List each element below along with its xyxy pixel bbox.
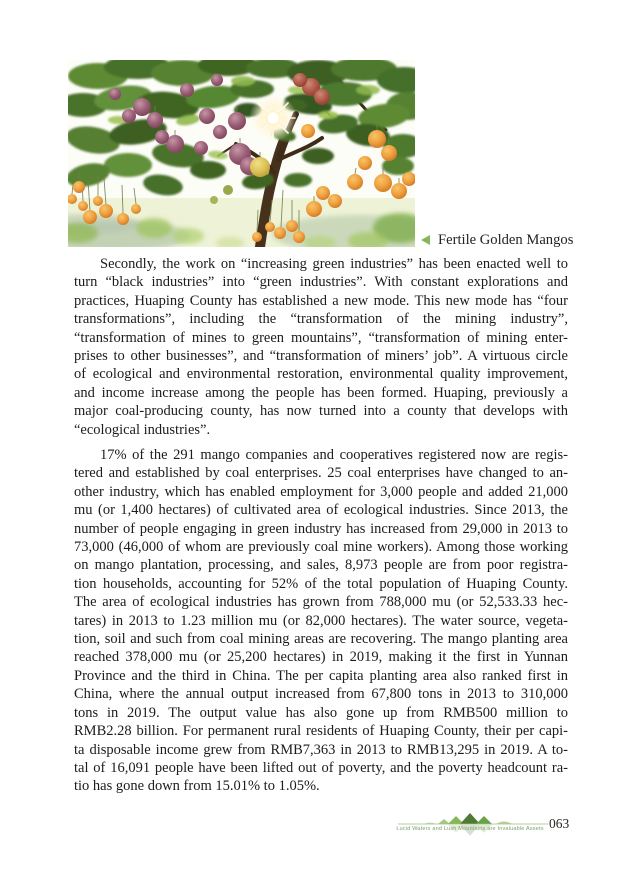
text-line: prises to other businesses”, and “transformation of miners’ job”. A virtuous circle [74, 348, 568, 365]
text-line: tion, soil and such from coal mining areas are recovering. The mango planting area [74, 631, 568, 648]
text-line: ta disposable income grew from RMB7,363 in 2013 to RMB13,295 in 2019. A to- [74, 741, 568, 758]
mango-tree-illustration [68, 60, 415, 247]
text-line: reached 378,000 mu (or 25,200 hectares) in 2019, making it the first in Yunnan [74, 649, 568, 666]
text-line: and income increase among the people has been formed. Huaping, previously a [74, 384, 568, 401]
text-line: tion households, accounting for 52% of the total population of Huaping County. [74, 575, 568, 592]
text-line: turn “black industries” into “green industries”. With constant explorations and [74, 274, 568, 291]
text-line: “ecological industries”. [74, 421, 211, 438]
paragraph-statistics [74, 446, 568, 796]
caption-left-triangle-icon [421, 235, 430, 245]
text-line: China, where the annual output increased from 67,800 tons in 2013 to 310,000 [74, 686, 568, 703]
text-line: tares) in 2013 to 1.23 million mu (or 82,000 hectares). The water source, vegeta- [74, 612, 568, 629]
text-line: mu (or 1,400 hectares) of cultivated area of ecological industries. Since 2013, the [74, 502, 568, 519]
text-line: tons in 2019. The output value has also gone up from RMB500 million to [74, 704, 568, 721]
text-line: tered and established by coal enterprises. 25 coal enterprises have changed to an- [74, 465, 568, 482]
text-line: “transformation of mines to green mountains”, “transformation of mining enter- [74, 329, 568, 346]
photo-caption [421, 231, 574, 249]
text-line: Secondly, the work on “increasing green industries” has been enacted well to [100, 256, 568, 272]
sun-starburst [249, 94, 297, 142]
text-line: 73,000 (46,000 of whom are previously coal mine workers). Among those working [74, 539, 568, 556]
text-line: The area of ecological industries has grown from 788,000 mu (or 52,533.33 hec- [74, 594, 568, 611]
text-line: of ecological and environmental restoration, environmental quality improvement, [74, 366, 568, 383]
text-line: other industry, which has enabled employment for 3,000 people and added 21,000 [74, 483, 568, 500]
text-line: on mango plantation, processing, and sales, 8,973 people are from poor registra- [74, 557, 568, 574]
photo-caption-text: Fertile Golden Mangos [438, 231, 574, 248]
footer-logo [390, 812, 550, 848]
mango-tree-photo [68, 60, 415, 247]
footer-motto: Lucid Waters and Lush Mountains are Invaluable Assets [396, 826, 544, 832]
text-line: RMB2.28 billion. For permanent rural residents of Huaping County, their per capi- [74, 723, 568, 740]
text-line: practices, Huaping County has established a new mode. This new mode has “four [74, 292, 568, 309]
text-line: transformations”, including the “transformation of the mining industry”, [74, 311, 568, 328]
text-line: major coal-producing county, has now turned into a county that develops with [74, 403, 568, 420]
text-line: tio has gone down from 15.01% to 1.05%. [74, 778, 320, 795]
text-line: tal of 16,091 people have been lifted out of poverty, and the poverty headcount ra- [74, 759, 568, 776]
text-line: 17% of the 291 mango companies and cooperatives registered now are regis- [100, 447, 568, 463]
paragraph-green-industries [74, 255, 568, 439]
text-line: number of people engaging in green industry has increased from 29,000 in 2013 to [74, 520, 568, 537]
page-number: 063 [549, 816, 570, 831]
text-line: Province and the third in China. The per capita planting area also ranked first in [74, 667, 568, 684]
